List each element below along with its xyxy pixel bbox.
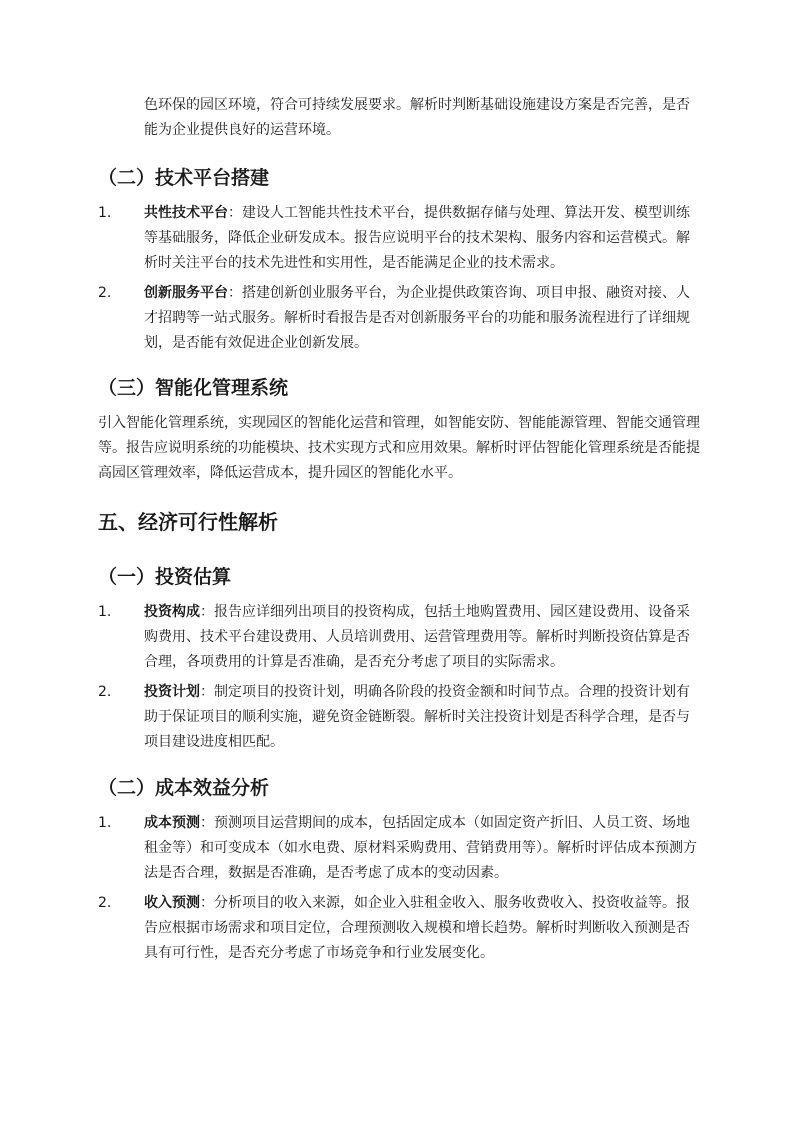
heading-tech-platform: （二）技术平台搭建 — [98, 167, 270, 189]
list-item-term: 投资构成 — [144, 604, 200, 620]
list-item-text — [144, 891, 700, 966]
smart-management-paragraph: 引入智能化管理系统，实现园区的智能化运营和管理，如智能安防、智能能源管理、智能交通管理等。报告应说明系统的功能模块、技术实现方式和应用效果。解析时评估智能化管理系统是否能提高园区管理效率，降低运营成本，提升园区的智能化水平。 — [98, 415, 700, 481]
heading-smart-management: （三）智能化管理系统 — [98, 377, 289, 399]
list-number: 2. — [98, 895, 112, 911]
list-item-text — [144, 680, 700, 755]
list-item-description: ：分析项目的收入来源，如企业入驻租金收入、服务收费收入、投资收益等。报告应根据市场需求和项目定位，合理预测收入规模和增长趋势。解析时判断收入预测是否具有可行性，是否充分考虑了市场竞争和行业发展变化。 — [144, 895, 690, 961]
list-item-term: 成本预测 — [144, 815, 200, 831]
list-item-description: ：报告应详细列出项目的投资构成，包括土地购置费用、园区建设费用、设备采购费用、技术平台建设费用、人员培训费用、运营管理费用等。解析时判断投资估算是否合理，各项费用的计算是否准确，是否充分考虑了项目的实际需求。 — [144, 604, 690, 670]
list-item-description: ：预测项目运营期间的成本，包括固定成本（如固定资产折旧、人员工资、场地租金等）和可变成本（如水电费、原材料采购费用、营销费用等）。解析时评估成本预测方法是否合理，数据是否准确，是否考虑了成本的变动因素。 — [144, 815, 697, 881]
heading-cost-benefit: （二）成本效益分析 — [98, 777, 270, 799]
list-item-description: ：搭建创新创业服务平台，为企业提供政策咨询、项目申报、融资对接、人才招聘等一站式服务。解析时看报告是否对创新服务平台的功能和服务流程进行了详细规划，是否能有效促进企业创新发展。 — [144, 285, 690, 351]
list-item-text — [144, 811, 700, 886]
list-item-text — [144, 600, 700, 675]
list-item-text — [144, 201, 700, 276]
list-item-description: ：制定项目的投资计划，明确各阶段的投资金额和时间节点。合理的投资计划有助于保证项目的顺利实施，避免资金链断裂。解析时关注投资计划是否科学合理，是否与项目建设进度相匹配。 — [144, 684, 690, 750]
list-number: 2. — [98, 285, 112, 301]
list-item-term: 创新服务平台 — [144, 285, 228, 301]
heading-economic-feasibility: 五、经济可行性解析 — [98, 510, 278, 534]
list-item-description: ：建设人工智能共性技术平台，提供数据存储与处理、算法开发、模型训练等基础服务，降低企业研发成本。报告应说明平台的技术架构、服务内容和运营模式。解析时关注平台的技术先进性和实用性，是否能满足企业的技术需求。 — [144, 205, 690, 271]
list-number: 1. — [98, 604, 112, 620]
list-item-term: 收入预测 — [144, 895, 200, 911]
list-number: 1. — [98, 205, 112, 221]
list-item-text — [144, 281, 700, 356]
list-item-term: 投资计划 — [144, 684, 200, 700]
heading-investment-estimate: （一）投资估算 — [98, 566, 232, 588]
list-number: 1. — [98, 815, 112, 831]
list-number: 2. — [98, 684, 112, 700]
intro-continuation-paragraph: 色环保的园区环境，符合可持续发展要求。解析时判断基础设施建设方案是否完善，是否能为企业提供良好的运营环境。 — [144, 97, 690, 138]
list-item-term: 共性技术平台 — [144, 205, 228, 221]
